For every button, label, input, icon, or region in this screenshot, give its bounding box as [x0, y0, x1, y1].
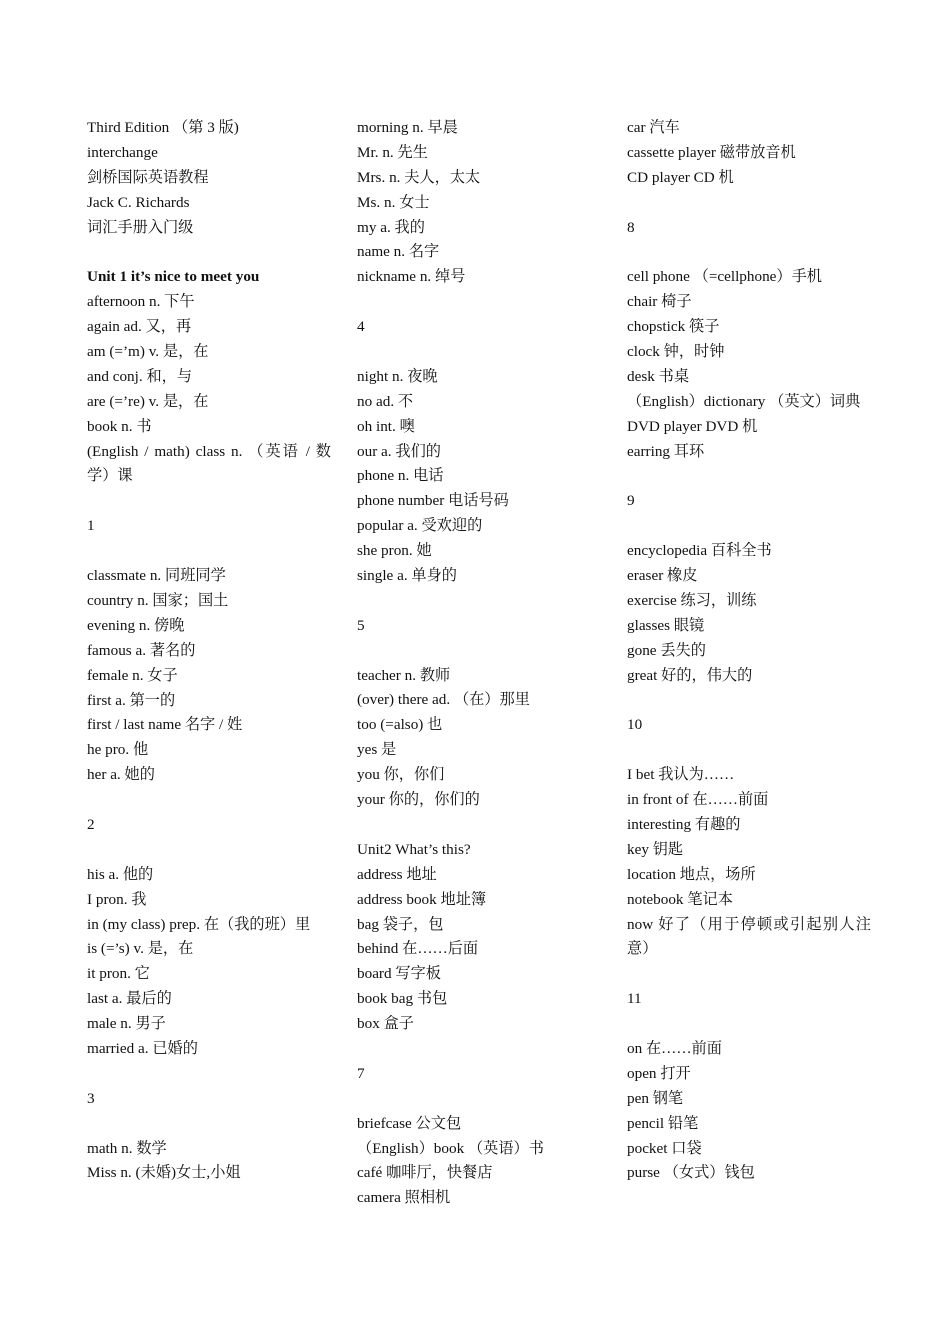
vocab-line: open 打开 — [627, 1064, 691, 1082]
vocab-line: Jack C. Richards — [87, 193, 190, 211]
vocab-line: cell phone （=cellphone）手机 — [627, 268, 822, 286]
vocab-line: 3 — [87, 1089, 95, 1107]
vocab-line: night n. 夜晚 — [357, 367, 438, 385]
vocab-line: interesting 有趣的 — [627, 815, 741, 833]
vocab-line: box 盒子 — [357, 1015, 414, 1033]
vocab-line: key 钥匙 — [627, 840, 684, 858]
vocab-line: math n. 数学 — [87, 1139, 167, 1157]
vocab-line: pen 钢笔 — [627, 1089, 684, 1107]
vocab-line: Miss n. (未婚)女士,小姐 — [87, 1164, 241, 1182]
vocab-line: glasses 眼镜 — [627, 616, 705, 634]
vocab-line: in front of 在……前面 — [627, 791, 769, 809]
vocab-line: 词汇手册入门级 — [87, 218, 194, 236]
vocab-line: chair 椅子 — [627, 293, 692, 311]
vocab-line: behind 在……后面 — [357, 940, 479, 958]
vocab-line: purse （女式）钱包 — [627, 1164, 755, 1182]
vocab-line: 10 — [627, 716, 643, 734]
vocab-line: （English）dictionary （英文）词典 — [627, 392, 861, 410]
vocab-line: classmate n. 同班同学 — [87, 567, 226, 585]
vocab-line: address 地址 — [357, 865, 437, 883]
blank-line — [357, 813, 601, 838]
vocab-line: are (=’re) v. 是，在 — [87, 392, 209, 410]
vocab-line: pencil 铅笔 — [627, 1114, 699, 1132]
vocab-line: briefcase 公文包 — [357, 1114, 462, 1132]
vocab-line: CD player CD 机 — [627, 168, 734, 186]
vocab-line: male n. 男子 — [87, 1015, 166, 1033]
column-2 — [357, 116, 601, 1211]
vocab-line: is (=’s) v. 是，在 — [87, 940, 194, 958]
vocab-line: chopstick 筷子 — [627, 318, 720, 336]
vocab-line: in (my class) prep. 在（我的班）里 — [87, 915, 311, 933]
vocab-line: first / last name 名字 / 姓 — [87, 716, 243, 734]
blank-line — [627, 738, 871, 763]
vocab-line: he pro. 他 — [87, 741, 149, 759]
blank-line — [87, 539, 331, 564]
vocab-line: she pron. 她 — [357, 542, 432, 560]
blank-line — [357, 290, 601, 315]
vocab-line: interchange — [87, 143, 158, 161]
vocab-line: 5 — [357, 616, 365, 634]
vocab-line: teacher n. 教师 — [357, 666, 451, 684]
vocab-line: it pron. 它 — [87, 965, 150, 983]
vocab-line: evening n. 傍晚 — [87, 616, 185, 634]
vocab-line: you 你，你们 — [357, 766, 445, 784]
blank-line — [87, 489, 331, 514]
blank-line — [87, 788, 331, 813]
vocab-line: bag 袋子，包 — [357, 915, 444, 933]
vocab-line: phone n. 电话 — [357, 467, 444, 485]
blank-line — [357, 340, 601, 365]
vocab-line: clock 钟，时钟 — [627, 343, 725, 361]
vocab-line: Mr. n. 先生 — [357, 143, 428, 161]
vocab-line: Third Edition （第 3 版) — [87, 119, 239, 136]
blank-line — [627, 240, 871, 265]
blank-line — [357, 1087, 601, 1112]
blank-line — [627, 689, 871, 714]
blank-line — [627, 1012, 871, 1037]
vocab-line: phone number 电话号码 — [357, 492, 509, 510]
vocab-line: first a. 第一的 — [87, 691, 176, 709]
vocab-line: book n. 书 — [87, 417, 152, 435]
vocab-line: 2 — [87, 815, 95, 833]
vocab-line: married a. 已婚的 — [87, 1040, 198, 1057]
vocab-line: desk 书桌 — [627, 367, 690, 385]
vocab-line: country n. 国家；国土 — [87, 591, 229, 609]
column-1 — [87, 116, 331, 1186]
vocab-line: car 汽车 — [627, 119, 680, 136]
vocab-line: cassette player 磁带放音机 — [627, 143, 796, 161]
vocab-line: café 咖啡厅，快餐店 — [357, 1164, 493, 1182]
vocab-line: famous a. 著名的 — [87, 641, 196, 659]
vocab-line: I pron. 我 — [87, 890, 147, 908]
vocab-line: too (=also) 也 — [357, 716, 443, 734]
vocab-line: (over) there ad. （在）那里 — [357, 691, 530, 709]
vocab-line: camera 照相机 — [357, 1189, 451, 1207]
vocab-line: oh int. 噢 — [357, 417, 415, 435]
column-3 — [627, 116, 871, 1186]
vocab-line: 4 — [357, 318, 365, 336]
blank-line — [87, 1112, 331, 1137]
vocab-line: female n. 女子 — [87, 666, 178, 684]
vocab-line: (English / math) class n. （英语 / 数学）课 — [87, 442, 331, 485]
blank-line — [357, 639, 601, 664]
vocab-line: last a. 最后的 — [87, 990, 172, 1008]
vocab-line: eraser 橡皮 — [627, 567, 698, 585]
blank-line — [627, 962, 871, 987]
vocab-line: single a. 单身的 — [357, 567, 457, 585]
vocab-line: I bet 我认为…… — [627, 766, 735, 784]
vocab-line: gone 丢失的 — [627, 641, 706, 659]
vocab-line: 8 — [627, 218, 635, 236]
vocab-line: 9 — [627, 492, 635, 510]
vocab-line: notebook 笔记本 — [627, 890, 733, 908]
vocab-line: （English）book （英语）书 — [357, 1139, 544, 1157]
vocab-line: earring 耳环 — [627, 442, 705, 460]
vocab-line: her a. 她的 — [87, 766, 155, 784]
vocab-line: 7 — [357, 1064, 365, 1082]
vocab-line: address book 地址簿 — [357, 890, 487, 908]
vocab-line: on 在……前面 — [627, 1040, 722, 1057]
vocab-line: yes 是 — [357, 741, 397, 759]
vocab-line: your 你的，你们的 — [357, 791, 480, 809]
vocab-line: my a. 我的 — [357, 218, 425, 236]
vocab-line: encyclopedia 百科全书 — [627, 542, 772, 560]
vocab-line: book bag 书包 — [357, 990, 448, 1008]
vocab-line: now 好了（用于停顿或引起别人注意） — [627, 915, 871, 958]
blank-line — [87, 1062, 331, 1087]
blank-line — [627, 514, 871, 539]
vocab-line: Unit2 What’s this? — [357, 840, 471, 858]
vocab-line: popular a. 受欢迎的 — [357, 517, 483, 535]
unit-heading: Unit 1 it’s nice to meet you — [87, 268, 260, 286]
vocab-line: Mrs. n. 夫人，太太 — [357, 168, 481, 186]
vocab-line: our a. 我们的 — [357, 442, 441, 460]
blank-line — [87, 838, 331, 863]
vocab-line: again ad. 又，再 — [87, 318, 192, 336]
vocab-line: location 地点，场所 — [627, 865, 756, 883]
vocab-line: am (=’m) v. 是，在 — [87, 343, 209, 361]
blank-line — [87, 240, 331, 265]
vocab-line: afternoon n. 下午 — [87, 293, 195, 311]
vocab-line: DVD player DVD 机 — [627, 417, 758, 435]
vocab-line: pocket 口袋 — [627, 1139, 702, 1157]
blank-line — [627, 191, 871, 216]
vocab-line: nickname n. 绰号 — [357, 268, 466, 286]
vocab-line: 1 — [87, 517, 95, 535]
blank-line — [357, 1037, 601, 1062]
vocab-line: great 好的，伟大的 — [627, 666, 753, 684]
vocab-line: board 写字板 — [357, 965, 441, 983]
vocab-line: exercise 练习，训练 — [627, 591, 757, 609]
vocab-line: his a. 他的 — [87, 865, 154, 883]
vocab-line: and conj. 和，与 — [87, 367, 193, 385]
blank-line — [627, 464, 871, 489]
vocab-line: Ms. n. 女士 — [357, 193, 430, 211]
vocab-line: morning n. 早晨 — [357, 119, 458, 136]
vocab-line: 11 — [627, 990, 642, 1008]
vocab-line: name n. 名字 — [357, 243, 440, 261]
vocab-line: no ad. 不 — [357, 392, 414, 410]
vocab-line: 剑桥国际英语教程 — [87, 168, 209, 186]
blank-line — [357, 589, 601, 614]
